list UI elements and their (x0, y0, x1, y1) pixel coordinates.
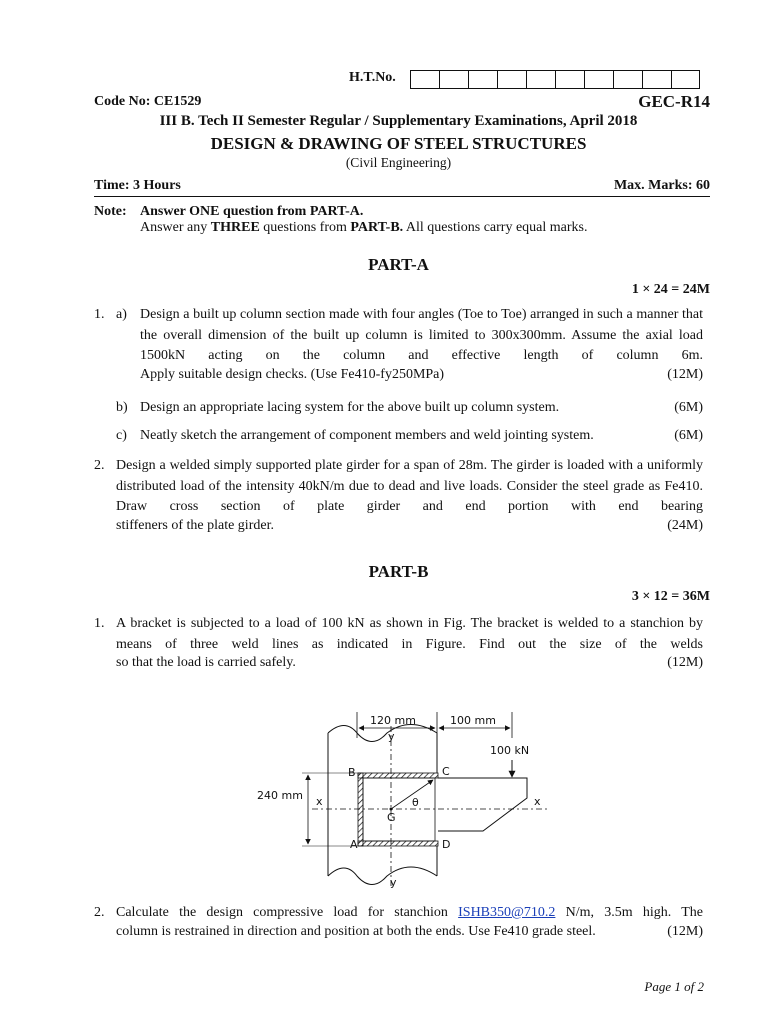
subquestion-label: b) (116, 400, 128, 415)
fig-label-A: A (350, 838, 358, 851)
question-text: column is restrained in direction and position at both the ends. Use Fe410 grade steel. (116, 923, 596, 939)
fig-label-G: G (387, 811, 396, 824)
question-last-line (116, 655, 703, 671)
fig-label-D: D (442, 838, 451, 851)
weld-line-top (358, 773, 438, 778)
column-break-top (328, 725, 437, 742)
fig-label-theta: θ (412, 796, 419, 809)
part-a-heading: PART-A (368, 255, 429, 274)
section-link[interactable]: ISHB350@710.2 (458, 905, 556, 920)
bracket-figure (250, 708, 560, 898)
header-divider (94, 196, 710, 197)
note-emphasis: THREE (210, 220, 260, 235)
question-1c (140, 428, 703, 444)
question-1b (140, 400, 703, 416)
subject-title: DESIGN & DRAWING OF STEEL STRUCTURES (210, 134, 587, 153)
weld-line-bottom (358, 841, 438, 846)
page-number: Page 1 of 2 (644, 979, 704, 994)
question-text: so that the load is carried safely. (116, 655, 296, 670)
weld-line-left (358, 773, 363, 846)
dimension-label: 100 mm (450, 714, 496, 727)
code-number: Code No: CE1529 (94, 94, 202, 109)
note-text: All questions carry equal marks. (403, 220, 588, 235)
question-text: Apply suitable design checks. (Use Fe410-fy250MPa) (140, 366, 445, 382)
ht-no-box[interactable] (671, 70, 700, 89)
dimension-label: 120 mm (370, 714, 416, 727)
question-number: 2. (94, 458, 105, 473)
question-text: Design a welded simply supported plate girder for a span of 28m. The girder is loaded with a uniformly distributed load of the intensity 40kN/m due to dead and live loads. Consider the steel grade as Fe410. Draw cross section of plate girder and end portion with end bearing (116, 458, 703, 514)
note-line-2 (140, 220, 587, 236)
note-label: Note: (94, 204, 127, 219)
subquestion-label: c) (116, 428, 127, 443)
question-last-line (116, 518, 703, 534)
marks-label: (12M) (667, 655, 703, 670)
question-text: Design an appropriate lacing system for the above built up column system. (140, 400, 560, 415)
max-marks-label: Max. Marks: 60 (613, 178, 710, 193)
fig-label-x-right: x (534, 795, 541, 808)
fig-label-C: C (442, 765, 450, 778)
bracket-plate (438, 778, 527, 831)
fig-label-y-top: y (388, 730, 395, 743)
question-number: 1. (94, 616, 105, 631)
question-text: stiffeners of the plate girder. (116, 517, 274, 533)
note-text: questions from (259, 220, 351, 235)
fig-label-y-bottom: y (390, 876, 397, 889)
question-text: N/m, 3.5m high. The (555, 905, 703, 920)
question-2-part-b (116, 903, 703, 940)
part-b-heading: PART-B (368, 562, 429, 581)
question-text: A bracket is subjected to a load of 100 kN as shown in Fig. The bracket is welded to a stanchion by means of three weld lines as indicated in Figure. Find out the size of the welds (116, 616, 703, 652)
ht-no-box[interactable] (497, 70, 526, 89)
fig-label-x-left: x (316, 795, 323, 808)
fig-label-B: B (348, 766, 356, 779)
load-label: 100 kN (490, 744, 530, 757)
exam-title: III B. Tech II Semester Regular / Supplementary Examinations, April 2018 (159, 113, 638, 129)
note-text: Answer any (140, 220, 211, 235)
column-break-bottom (328, 867, 437, 885)
ht-no-box[interactable] (584, 70, 613, 89)
question-2-part-a (116, 456, 703, 534)
note-emphasis: PART-B. (350, 220, 404, 235)
ht-no-boxes[interactable] (410, 70, 700, 89)
note-line-1: Answer ONE question from PART-A. (140, 204, 364, 219)
ht-no-box[interactable] (468, 70, 497, 89)
ht-no-box[interactable] (642, 70, 671, 89)
question-text (116, 903, 703, 924)
marks-label: (6M) (674, 428, 703, 443)
marks-label: (12M) (667, 923, 703, 939)
marks-label: (24M) (667, 517, 703, 533)
question-text: Neatly sketch the arrangement of component members and weld jointing system. (140, 428, 594, 443)
marks-label: (6M) (674, 400, 703, 415)
part-a-marks: 1 × 24 = 24M (631, 282, 710, 297)
ht-no-label: H.T.No. (349, 70, 396, 85)
dimension-label: 240 mm (257, 789, 303, 802)
question-number: 2. (94, 905, 105, 920)
question-last-line (140, 367, 703, 383)
question-number: 1. (94, 307, 105, 322)
regulation-code: GEC-R14 (638, 92, 710, 111)
marks-label: (12M) (667, 366, 703, 382)
part-b-marks: 3 × 12 = 36M (631, 589, 710, 604)
question-1-part-b (116, 614, 703, 671)
subquestion-label: a) (116, 307, 127, 322)
time-label: Time: 3 Hours (94, 178, 181, 193)
bracket-plate-inner (363, 778, 435, 841)
question-text: Calculate the design compressive load for stanchion (116, 905, 459, 920)
ht-no-box[interactable] (410, 70, 439, 89)
question-last-line (116, 924, 703, 940)
branch-label: (Civil Engineering) (345, 155, 452, 170)
ht-no-box[interactable] (613, 70, 642, 89)
ht-no-box[interactable] (526, 70, 555, 89)
ht-no-box[interactable] (555, 70, 584, 89)
question-text: Design a built up column section made with four angles (Toe to Toe) arranged in such a manner that the overall dimension of the built up column is limited to 300x300mm. Assume the axial load 1500kN acting on the column and effective length of column 6m. (140, 307, 703, 363)
ht-no-box[interactable] (439, 70, 468, 89)
question-1a (140, 305, 703, 383)
